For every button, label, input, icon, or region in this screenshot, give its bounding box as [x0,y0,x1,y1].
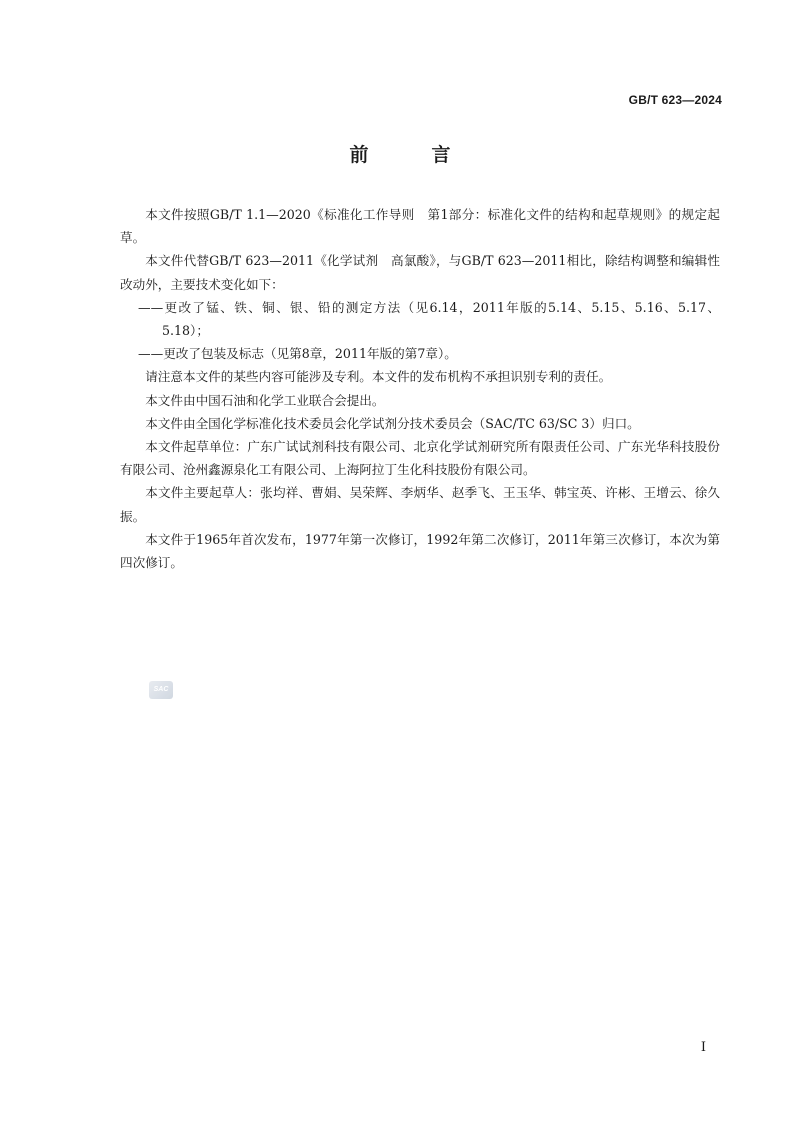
sac-watermark-text: SAC [153,686,169,693]
page-number: I [700,1040,706,1055]
paragraph-drafters: 本文件主要起草人：张均祥、曹娟、吴荣辉、李炳华、赵季飞、王玉华、韩宝英、许彬、王增云、徐久振。 [120,485,720,524]
paragraph-replaces: 本文件代替GB/T 623—2011《化学试剂 高氯酸》，与GB/T 623—2011相比，除结构调整和编辑性改动外，主要技术变化如下： [120,253,720,292]
paragraph-drafting-rules: 本文件按照GB/T 1.1—2020《标准化工作导则 第1部分：标准化文件的结构和起草规则》的规定起草。 [120,207,720,246]
change-item-test-methods: ——更改了锰、铁、铜、银、铅的测定方法（见6.14，2011年版的5.14、5.15、5.16、5.17、5.18）； [138,299,720,339]
sac-watermark-logo [149,681,173,699]
page-title: 前 言 [349,144,473,166]
foreword-body [120,203,720,574]
paragraph-proposed-by: 本文件由中国石油和化学工业联合会提出。 [145,392,385,408]
standard-code: GB/T 623—2024 [628,93,722,107]
paragraph-patent-notice: 请注意本文件的某些内容可能涉及专利。本文件的发布机构不承担识别专利的责任。 [145,369,612,385]
paragraph-history: 本文件于1965年首次发布，1977年第一次修订，1992年第二次修订，2011年第三次修订，本次为第四次修订。 [120,531,720,571]
paragraph-drafting-units: 本文件起草单位：广东广试试剂科技有限公司、北京化学试剂研究所有限责任公司、广东光华科技股份有限公司、沧州鑫源泉化工有限公司、上海阿拉丁生化科技股份有限公司。 [120,439,720,478]
change-item-packaging: ——更改了包装及标志（见第8章，2011年版的第7章）。 [138,346,457,362]
paragraph-centralized-by: 本文件由全国化学标准化技术委员会化学试剂分技术委员会（SAC/TC 63/SC 3）归口。 [145,415,640,431]
